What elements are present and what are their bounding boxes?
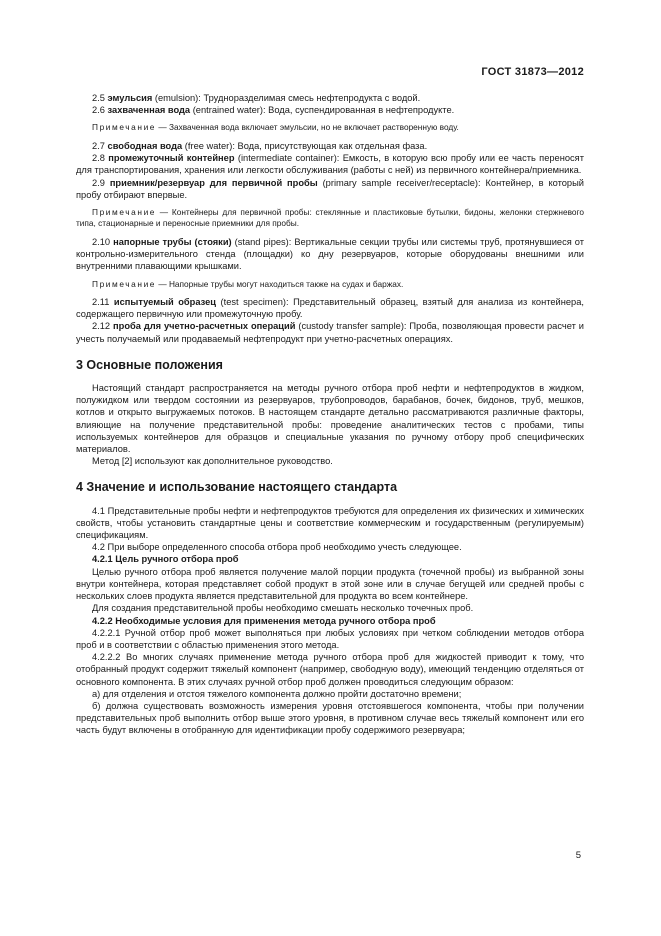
term-2-12: 2.12 проба для учетно-расчетных операций (custody transfer sample): Проба, позволяющая провести расчет и учесть получаемый или продаваемый нефтепродукт при учетно-расчетных операциях. xyxy=(76,321,584,344)
subheading-4-2-2: 4.2.2 Необходимые условия для применения метода ручного отбора проб xyxy=(92,615,436,626)
term-2-6: 2.6 захваченная вода (entrained water): Вода, суспендированная в нефтепродукте. xyxy=(92,105,455,116)
para-4-2-1-b: Для создания представительной пробы необходимо смешать несколько точечных проб. xyxy=(92,603,474,614)
term-2-10: 2.10 напорные трубы (стояки) (stand pipes): Вертикальные секции трубы или системы труб, протянувшиеся от контрольно-измерительного стенда (площадки) ко дну резервуаров, которые оборудованы внешними или внутренними плавающими крышками. xyxy=(76,236,584,272)
term-2-5: 2.5 эмульсия (emulsion): Трудноразделимая смесь нефтепродукта с водой. xyxy=(92,93,421,103)
term-2-8: 2.8 промежуточный контейнер (intermediate container): Емкость, в которую всю пробу или ее часть переносят для транспортирования, хранения или легкости обслуживания (работы с ней) из первичного контейнера/приемника. xyxy=(76,153,584,176)
list-item-a: а) для отделения и отстоя тяжелого компонента должно пройти достаточно времени; xyxy=(92,688,462,699)
document-body xyxy=(76,92,584,737)
section-3-para-2: Метод [2] используют как дополнительное руководство. xyxy=(92,456,333,467)
para-4-2-2-2: 4.2.2.2 Во многих случаях применение метода ручного отбора проб для жидкостей приводит к тому, что отобранный продукт содержит тяжелый компонент (например, свободную воду), имеющий тенденцию отделяться от основного компонента. В этих случаях ручной отбор проб должен проводиться следующим образом: xyxy=(76,652,584,687)
term-2-9: 2.9 приемник/резервуар для первичной пробы (primary sample receiver/receptacle): Контейнер, в который пробу отбирают впервые. xyxy=(76,177,584,200)
section-3-heading: 3 Основные положения xyxy=(76,357,223,372)
section-4-heading: 4 Значение и использование настоящего стандарта xyxy=(76,480,398,495)
subheading-4-2-1: 4.2.1 Цель ручного отбора проб xyxy=(92,554,239,565)
note-1: Примечание — Захваченная вода включает эмульсии, но не включает растворенную воду. xyxy=(92,122,459,133)
term-2-11: 2.11 испытуемый образец (test specimen): Представительный образец, взятый для анализа из контейнера, содержащего первичную или промежуточную пробу. xyxy=(76,297,584,320)
page-number: 5 xyxy=(575,850,581,861)
list-item-b: б) должна существовать возможность измерения уровня отстоявшегося компонента, чтобы при получении представительных проб выполнить отбор выше этого уровня, в противном случае весь тяжелый компонент или его часть будут включены в отобранную для идентификации пробу содержимого резервуара; xyxy=(76,700,584,736)
para-4-2: 4.2 При выборе определенного способа отбора проб необходимо учесть следующее. xyxy=(92,542,462,553)
para-4-2-2-1: 4.2.2.1 Ручной отбор проб может выполняться при любых условиях при четком соблюдении методов отбора проб и в соответствии с областью применения этого метода. xyxy=(76,627,584,650)
section-3-para-1: Настоящий стандарт распространяется на методы ручного отбора проб нефти и нефтепродуктов в жидком, полужидком или твердом состоянии из резервуаров, трубопроводов, барабанов, бочек, бидонов, труб, мешков, котлов и открыто выгружаемых потоков. В настоящем стандарте детально рассматриваются различные факторы, влияющие на получение представительной пробы: проведение аналитических тестов с пробами, типы используемых контейнеров для образцов и специальные указания по ручному отбору проб специфических материалов. xyxy=(76,383,584,455)
term-2-7: 2.7 свободная вода (free water): Вода, присутствующая как отдельная фаза. xyxy=(92,140,428,151)
note-2: Примечание — Контейнеры для первичной пробы: стеклянные и пластиковые бутылки, бидоны, желонки стержневого типа, стационарные и переносные приемники для пробы. xyxy=(76,206,584,229)
note-3: Примечание — Напорные трубы могут находиться также на судах и баржах. xyxy=(92,278,404,289)
para-4-1: 4.1 Представительные пробы нефти и нефтепродуктов требуются для определения их физических и химических свойств, чтобы установить стандартные цены и соответствие коммерческим и государственным (регулируемым) спецификациям. xyxy=(76,505,584,541)
para-4-2-1-a: Целью ручного отбора проб является получение малой порции продукта (точечной пробы) из выбранной зоны внутри контейнера, которая представляет собой продукт в этой зоне или в случае бегущей или средней пробы с нескольких слоев продукта является представительной для продукта во всем контейнере. xyxy=(76,566,584,602)
document-header: ГОСТ 31873—2012 xyxy=(481,66,584,78)
